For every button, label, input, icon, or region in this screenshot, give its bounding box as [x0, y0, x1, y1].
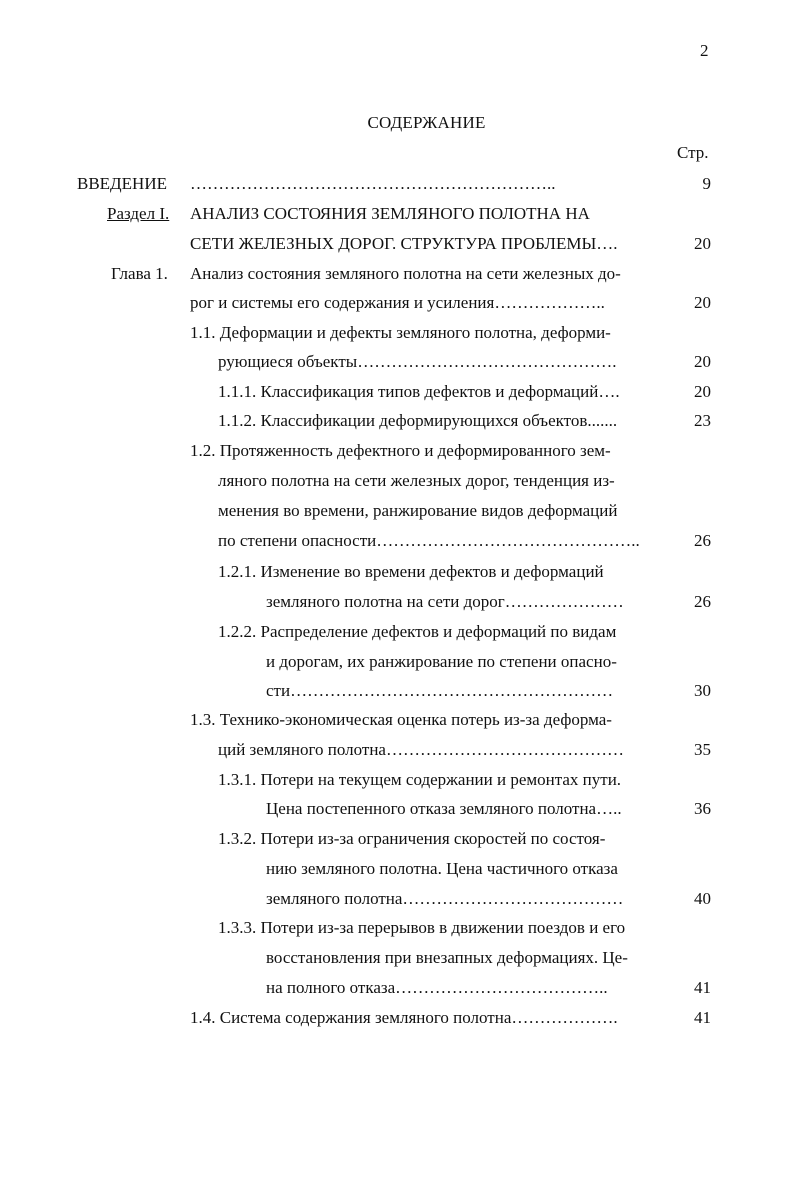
toc-entry-text: менения во времени, ранжирование видов деформаций	[218, 501, 618, 520]
toc-entry-page: 41	[694, 1008, 711, 1027]
toc-entry-text: на полного отказа………………………………..	[266, 978, 608, 997]
toc-entry-text: 1.3. Технико-экономическая оценка потерь из-за деформа-	[190, 710, 612, 729]
toc-entry-text: Цена постепенного отказа земляного полотна…..	[266, 799, 622, 818]
page-column-label: Стр.	[677, 143, 709, 162]
toc-entry-text: СЕТИ ЖЕЛЕЗНЫХ ДОРОГ. СТРУКТУРА ПРОБЛЕМЫ….	[190, 234, 618, 253]
toc-entry-text: 1.2.2. Распределение дефектов и деформаций по видам	[218, 622, 617, 641]
toc-entry-text: 1.3.2. Потери из-за ограничения скоростей по состоя-	[218, 829, 606, 848]
toc-entry-page: 20	[694, 352, 711, 371]
toc-entry-page: 20	[694, 234, 711, 253]
toc-entry-text: и дорогам, их ранжирование по степени опасно-	[266, 652, 617, 671]
toc-entry-text: земляного полотна на сети дорог…………………	[266, 592, 624, 611]
toc-entry-text: 1.2. Протяженность дефектного и деформированного зем-	[190, 441, 611, 460]
toc-entry-text: по степени опасности………………………………………..	[218, 531, 640, 550]
toc-entry-page: 36	[694, 799, 711, 818]
toc-entry-text: восстановления при внезапных деформациях. Це-	[266, 948, 628, 967]
toc-entry-page: 26	[694, 531, 711, 550]
toc-entry-page: 35	[694, 740, 711, 759]
toc-entry-page: 20	[694, 293, 711, 312]
toc-entry-text: рующиеся объекты……………………………………….	[218, 352, 617, 371]
toc-entry-label: Раздел I.	[107, 204, 170, 223]
toc-entry-page: 23	[694, 411, 711, 430]
toc-entry-text: 1.1. Деформации и дефекты земляного полотна, деформи-	[190, 323, 611, 342]
toc-entry-leader: ………………………………………………………..	[190, 174, 556, 193]
toc-entry-text: АНАЛИЗ СОСТОЯНИЯ ЗЕМЛЯНОГО ПОЛОТНА НА	[190, 204, 590, 223]
toc-entry-text: ций земляного полотна……………………………………	[218, 740, 624, 759]
toc-entry-text: ляного полотна на сети железных дорог, тенденция из-	[218, 471, 615, 490]
toc-entry-text: 1.3.3. Потери из-за перерывов в движении поездов и его	[218, 918, 626, 937]
toc-entry-text: 1.2.1. Изменение во времени дефектов и деформаций	[218, 562, 604, 581]
page-title: СОДЕРЖАНИЕ	[367, 113, 486, 132]
toc-entry-text: нию земляного полотна. Цена частичного отказа	[266, 859, 618, 878]
toc-entry-text: Анализ состояния земляного полотна на сети железных до-	[190, 264, 621, 283]
toc-entry-text: 1.1.1. Классификация типов дефектов и деформаций….	[218, 382, 620, 401]
toc-entry-page: 41	[694, 978, 711, 997]
toc-entry-page: 30	[694, 681, 711, 700]
page-number: 2	[700, 41, 709, 60]
toc-entry-text: сти…………………………………………………	[266, 681, 614, 700]
toc-entry-text: 1.4. Система содержания земляного полотна……………….	[190, 1008, 618, 1027]
toc-entry-text: земляного полотна…………………………………	[266, 889, 624, 908]
toc-entry-text: 1.1.2. Классификации деформирующихся объектов.......	[218, 411, 618, 430]
toc-entry-page: 9	[702, 174, 711, 193]
toc-entry-label: ВВЕДЕНИЕ	[77, 174, 167, 193]
toc-entry-page: 26	[694, 592, 711, 611]
toc-entry-page: 40	[694, 889, 711, 908]
toc-entry-text: 1.3.1. Потери на текущем содержании и ремонтах пути.	[218, 770, 622, 789]
toc-entry-label: Глава 1.	[111, 264, 168, 283]
toc-entry-text: рог и системы его содержания и усиления………………..	[190, 293, 605, 312]
toc-entry-page: 20	[694, 382, 711, 401]
